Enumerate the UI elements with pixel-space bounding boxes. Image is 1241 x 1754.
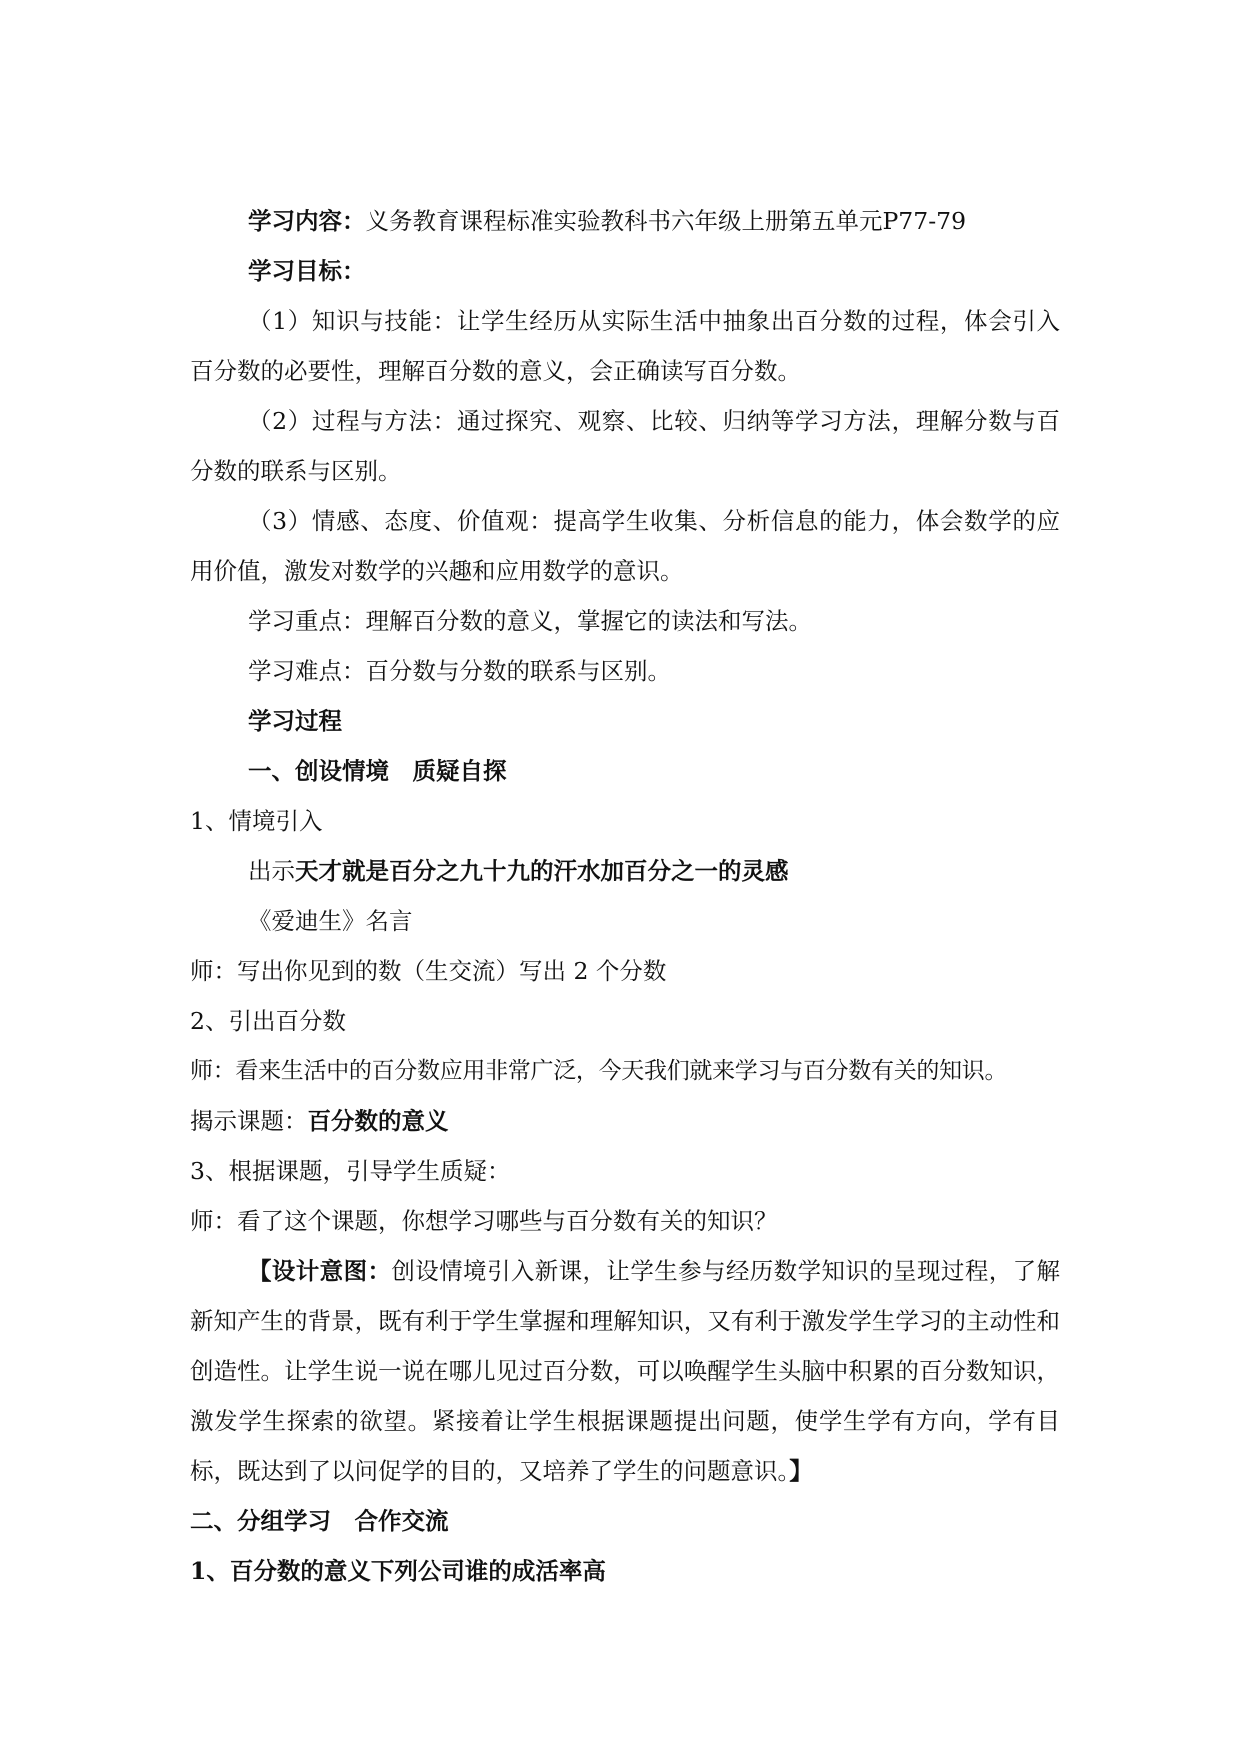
reveal-prefix: 揭示课题： <box>190 1107 308 1135</box>
section1-step2: 2、引出百分数 <box>190 1007 346 1035</box>
section1-heading: 一、创设情境 质疑自探 <box>248 757 507 785</box>
content-label: 学习内容： <box>248 207 366 235</box>
design-close: 】 <box>789 1457 813 1485</box>
objectives-heading: 学习目标： <box>248 257 366 285</box>
section2-step1: 1、百分数的意义下列公司谁的成活率高 <box>190 1557 606 1585</box>
process-heading: 学习过程 <box>248 707 342 735</box>
quote-line <box>190 846 1060 896</box>
document-page <box>190 196 1060 1596</box>
section1-step1: 1、情境引入 <box>190 807 323 835</box>
design-text: 创设情境引入新课，让学生参与经历数学知识的呈现过程，了解新知产生的背景，既有利于学生掌握和理解知识，又有利于激发学生学习的主动性和创造性。让学生说一说在哪儿见过百分数，可以唤醒学生头脑中积累的百分数知识，激发学生探索的欲望。紧接着让学生根据课题提出问题，使学生学有方向，学有目标，既达到了以问促学的目的，又培养了学生的问题意识。 <box>190 1257 1061 1485</box>
difficulty: 学习难点：百分数与分数的联系与区别。 <box>248 657 671 685</box>
quote-text: 天才就是百分之九十九的汗水加百分之一的灵感 <box>295 857 789 885</box>
objective-process: （2）过程与方法：通过探究、观察、比较、归纳等学习方法，理解分数与百分数的联系与区别。 <box>190 407 1060 485</box>
teacher-line-2: 师：看来生活中的百分数应用非常广泛，今天我们就来学习与百分数有关的知识。 <box>190 1058 1008 1084</box>
section2-heading: 二、分组学习 合作交流 <box>190 1507 449 1535</box>
content-line <box>190 196 1060 246</box>
quote-prefix: 出示 <box>248 857 295 885</box>
quote-source: 《爱迪生》名言 <box>248 907 413 935</box>
objective-knowledge: （1）知识与技能：让学生经历从实际生活中抽象出百分数的过程，体会引入百分数的必要性，理解百分数的意义，会正确读写百分数。 <box>190 307 1060 385</box>
design-intent <box>190 1246 1060 1496</box>
section1-step3: 3、根据课题，引导学生质疑： <box>190 1157 511 1185</box>
objective-emotion: （3）情感、态度、价值观：提高学生收集、分析信息的能力，体会数学的应用价值，激发对数学的兴趣和应用数学的意识。 <box>190 507 1060 585</box>
teacher-line-3: 师：看了这个课题，你想学习哪些与百分数有关的知识？ <box>190 1207 778 1235</box>
reveal-title: 百分数的意义 <box>307 1107 449 1135</box>
teacher-line-1: 师：写出你见到的数（生交流）写出 2 个分数 <box>190 957 667 985</box>
content-text: 义务教育课程标准实验教科书六年级上册第五单元P77-79 <box>365 207 967 235</box>
key-point: 学习重点：理解百分数的意义，掌握它的读法和写法。 <box>248 607 812 635</box>
design-label: 【设计意图： <box>248 1257 392 1285</box>
reveal-line <box>190 1096 1060 1146</box>
